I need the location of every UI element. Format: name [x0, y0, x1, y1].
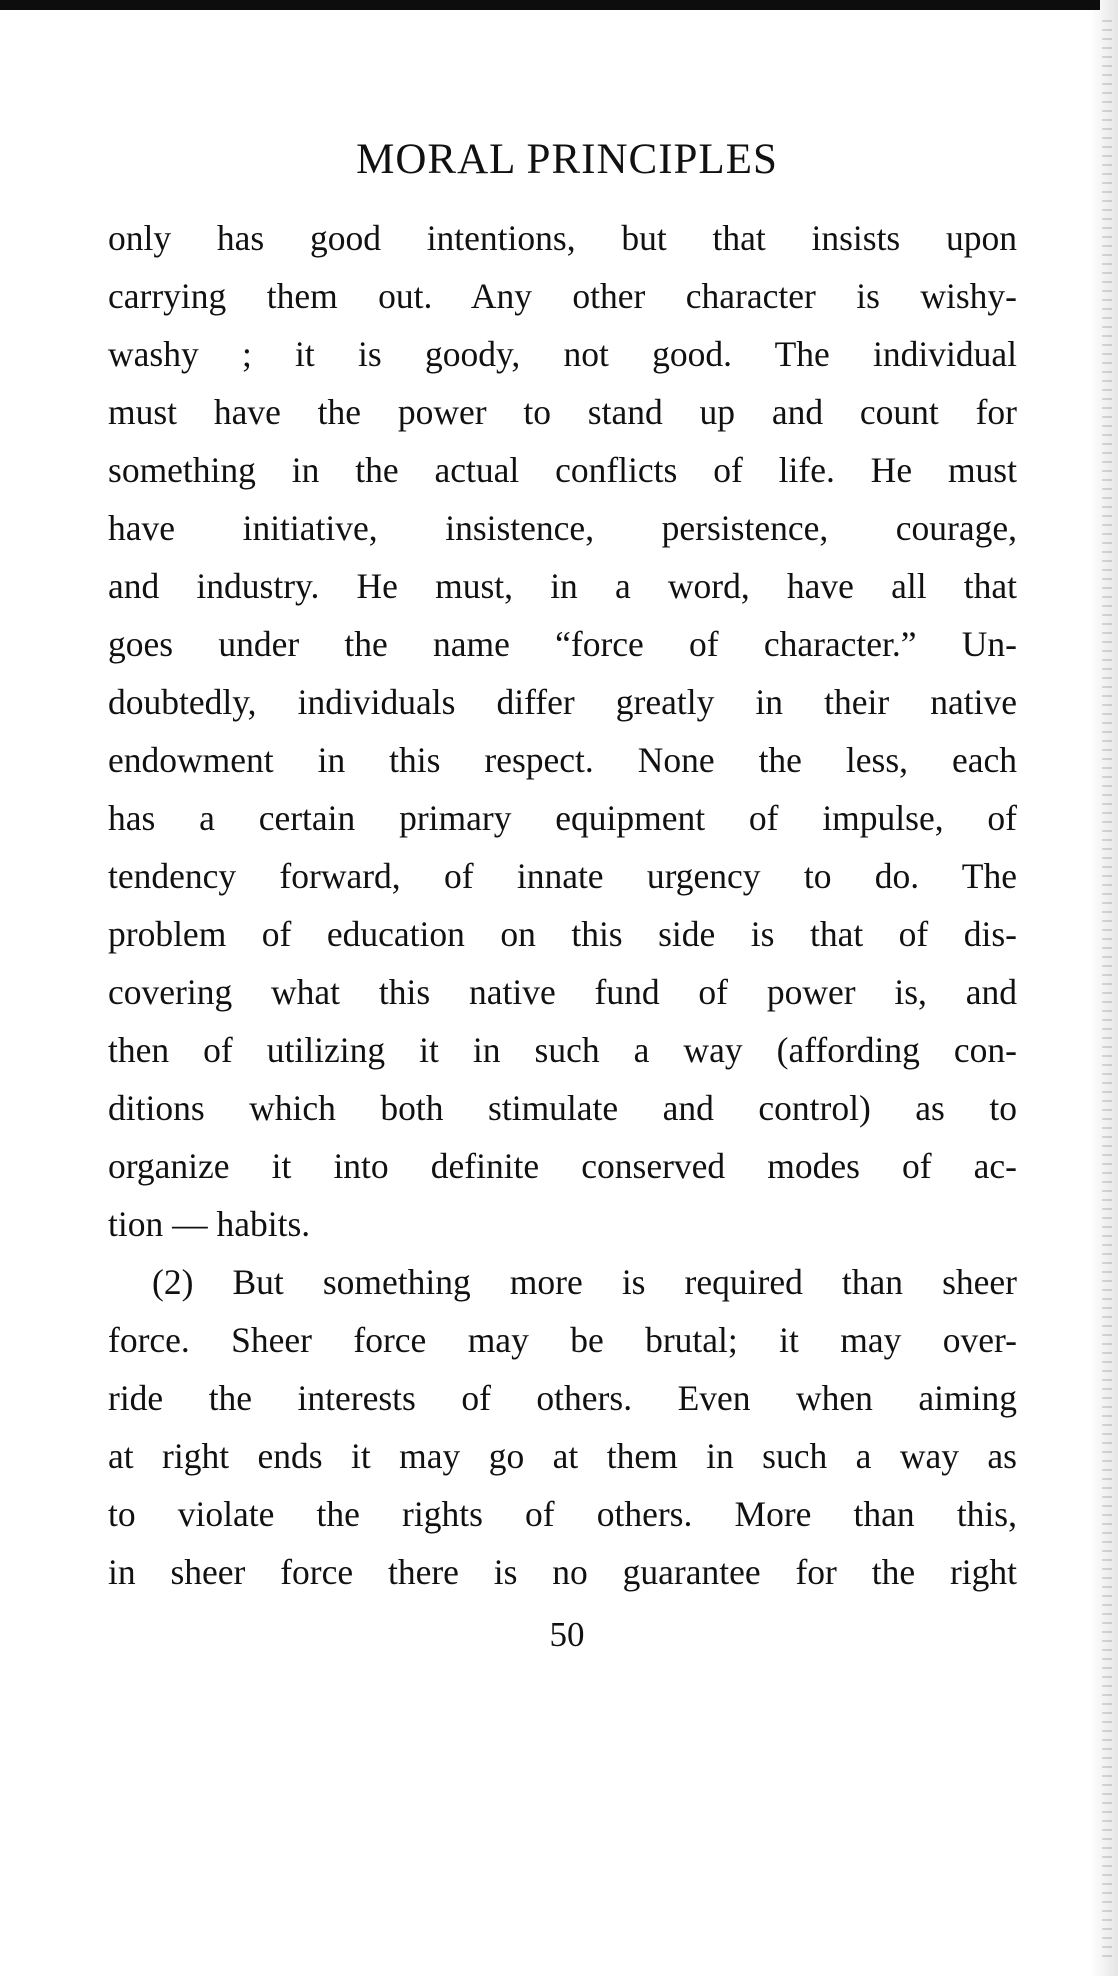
text-line: at right ends it may go at them in such a way as [108, 1436, 1017, 1476]
text-line: to violate the rights of others. More than this, [108, 1494, 1017, 1534]
text-line: then of utilizing it in such a way (affording con- [108, 1030, 1017, 1070]
text-line: in sheer force there is no guarantee for the right [108, 1552, 1017, 1592]
text-line: covering what this native fund of power is, and [108, 972, 1017, 1012]
text-line: and industry. He must, in a word, have all that [108, 566, 1017, 606]
text-line: only has good intentions, but that insists upon [108, 218, 1017, 258]
running-head: MORAL PRINCIPLES [356, 136, 778, 183]
text-line: have initiative, insistence, persistence, courage, [108, 508, 1017, 548]
text-line: doubtedly, individuals differ greatly in their native [108, 682, 1017, 722]
text-line: tion — habits. [108, 1204, 311, 1244]
text-line: ride the interests of others. Even when aiming [108, 1378, 1017, 1418]
text-line: (2) But something more is required than sheer [152, 1262, 1017, 1302]
paragraph-2 [108, 1253, 1017, 1601]
top-border-rule [0, 0, 1100, 10]
text-line: endowment in this respect. None the less, each [108, 740, 1017, 780]
text-line: ditions which both stimulate and control) as to [108, 1088, 1017, 1128]
text-line: goes under the name “force of character.” Un- [108, 624, 1017, 664]
text-line: must have the power to stand up and count for [108, 392, 1017, 432]
body-text [108, 209, 1017, 1601]
text-line: carrying them out. Any other character is wishy- [108, 276, 1017, 316]
page-edge-speckle [1102, 20, 1112, 1960]
text-line: something in the actual conflicts of life. He must [108, 450, 1017, 490]
paragraph-1 [108, 209, 1017, 1253]
page-number: 50 [549, 1615, 585, 1654]
text-line: force. Sheer force may be brutal; it may over- [108, 1320, 1017, 1360]
text-line: washy ; it is goody, not good. The individual [108, 334, 1017, 374]
text-line: tendency forward, of innate urgency to do. The [108, 856, 1017, 896]
text-line: has a certain primary equipment of impulse, of [108, 798, 1017, 838]
text-line: problem of education on this side is that of dis- [108, 914, 1017, 954]
text-line: organize it into definite conserved modes of ac- [108, 1146, 1017, 1186]
